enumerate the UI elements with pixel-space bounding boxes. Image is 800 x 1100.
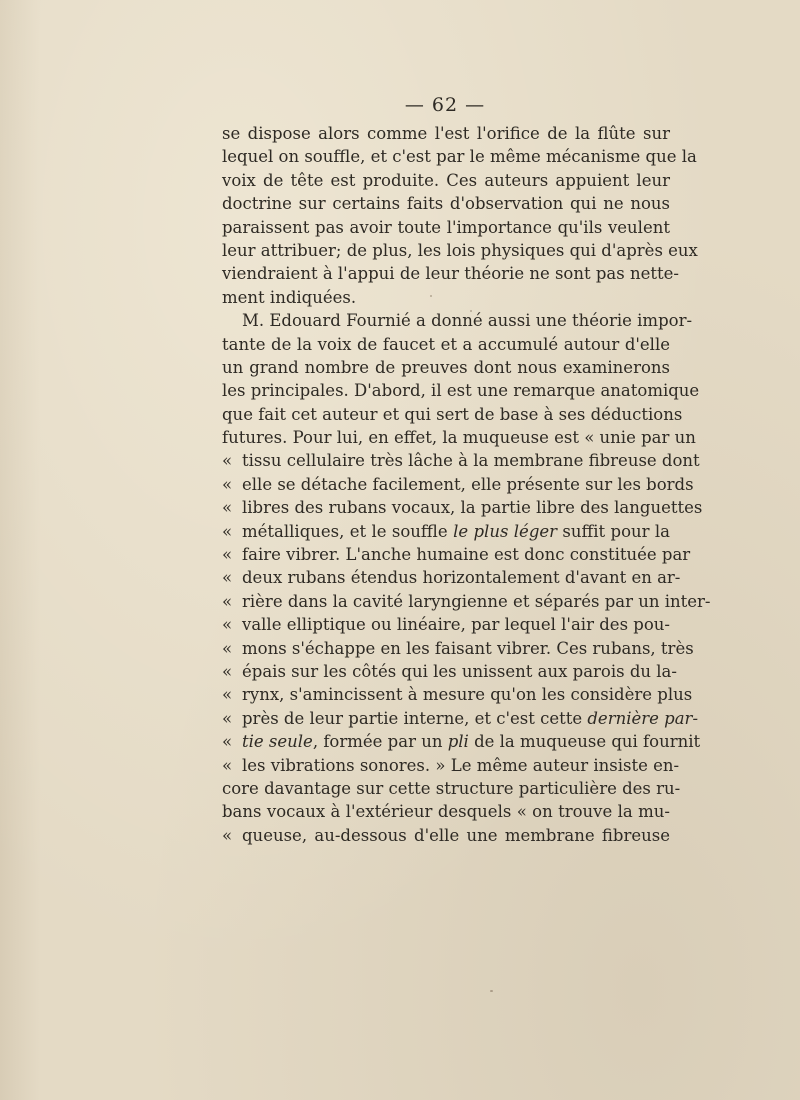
quote-mark: « [222, 755, 233, 775]
text-line: tante de la voix de faucet et a accumulé autour d'elle [222, 334, 670, 354]
quote-mark: « [222, 685, 233, 705]
italic-text: tie seule [242, 732, 313, 752]
line-text: faire vibrer. L'anche humaine est donc constituée par [242, 545, 691, 565]
quote-mark: « [222, 615, 233, 635]
line-text: près de leur partie interne, et c'est cette [242, 708, 588, 728]
quoted-line [222, 613, 670, 636]
line-text: libres des rubans vocaux, la partie libre des languettes [242, 498, 703, 518]
quoted-line [222, 543, 691, 566]
line-text: métalliques, et le souffle [242, 521, 454, 541]
italic-text: dernière par- [587, 708, 699, 728]
line-text: de la muqueuse qui fournit [468, 732, 701, 752]
paper-speck [430, 295, 432, 297]
text-line: leur attribuer; de plus, les lois physiques qui d'après eux [222, 240, 698, 260]
text-line: voix de tête est produite. Ces auteurs appuient leur [222, 170, 670, 190]
text-line: ment indiquées. [222, 287, 357, 307]
quoted-line [222, 637, 694, 660]
italic-text: pli [447, 732, 469, 752]
page-number: — 62 — [404, 94, 486, 116]
quoted-line [222, 683, 693, 706]
line-text: queuse, au-dessous d'elle une membrane fibreuse [242, 825, 670, 845]
text-line: viendraient à l'appui de leur théorie ne sont pas nette- [222, 264, 679, 284]
text-line: core davantage sur cette structure particulière des ru- [222, 778, 681, 798]
quote-mark: « [222, 638, 233, 658]
quoted-line [222, 707, 699, 730]
quoted-line [222, 590, 711, 613]
line-text: suffit pour la [557, 521, 670, 541]
quoted-line [222, 754, 680, 777]
quoted-line [222, 449, 700, 472]
text-line: futures. Pour lui, en effet, la muqueuse est « unie par un [222, 428, 696, 448]
text-line: doctrine sur certains faits d'observation qui ne nous [222, 194, 670, 214]
quote-mark: « [222, 545, 233, 565]
quoted-line [222, 566, 681, 589]
text-line: se dispose alors comme l'est l'orifice de la flûte sur [222, 124, 670, 143]
text-line: paraissent pas avoir toute l'importance qu'ils veulent [222, 217, 670, 237]
quoted-line [222, 496, 703, 519]
line-text: rière dans la cavité laryngienne et séparés par un inter- [242, 591, 711, 611]
quoted-line [222, 473, 694, 496]
line-text: tissu cellulaire très lâche à la membrane fibreuse dont [242, 451, 700, 471]
quote-mark: « [222, 474, 233, 494]
line-text: elle se détache facilement, elle présente sur les bords [242, 474, 694, 494]
quote-mark: « [222, 521, 233, 541]
line-text: valle elliptique ou linéaire, par lequel l'air des pou- [242, 615, 670, 635]
quote-mark: « [222, 732, 233, 752]
paper-speck [490, 990, 493, 992]
line-text: mons s'échappe en les faisant vibrer. Ces rubans, très [242, 638, 694, 658]
line-text: rynx, s'amincissent à mesure qu'on les considère plus [242, 685, 693, 705]
quoted-line [222, 730, 701, 753]
italic-text: le plus léger [453, 521, 558, 541]
quoted-line [222, 660, 677, 683]
text-line: bans vocaux à l'extérieur desquels « on trouve la mu- [222, 802, 670, 822]
paper-speck [470, 310, 472, 312]
quote-mark: « [222, 451, 233, 471]
quoted-line [222, 520, 670, 543]
paragraph-start-line: M. Edouard Fournié a donné aussi une théorie impor- [242, 311, 693, 331]
body-text [222, 122, 711, 847]
text-line: que fait cet auteur et qui sert de base à ses déductions [222, 404, 683, 424]
quote-mark: « [222, 661, 233, 681]
text-line: les principales. D'abord, il est une remarque anatomique [222, 381, 700, 401]
line-text: épais sur les côtés qui les unissent aux parois du la- [242, 661, 677, 681]
quote-mark: « [222, 708, 233, 728]
quoted-line [222, 824, 670, 847]
text-line: un grand nombre de preuves dont nous examinerons [222, 357, 670, 377]
line-text: , formée par un [312, 732, 448, 752]
quote-mark: « [222, 591, 233, 611]
line-text: les vibrations sonores. » Le même auteur insiste en- [242, 755, 680, 775]
line-text: deux rubans étendus horizontalement d'avant en ar- [242, 568, 681, 588]
quote-mark: « [222, 825, 233, 845]
text-line: lequel on souffle, et c'est par le même mécanisme que la [222, 147, 697, 167]
quote-mark: « [222, 568, 233, 588]
quote-mark: « [222, 498, 233, 518]
